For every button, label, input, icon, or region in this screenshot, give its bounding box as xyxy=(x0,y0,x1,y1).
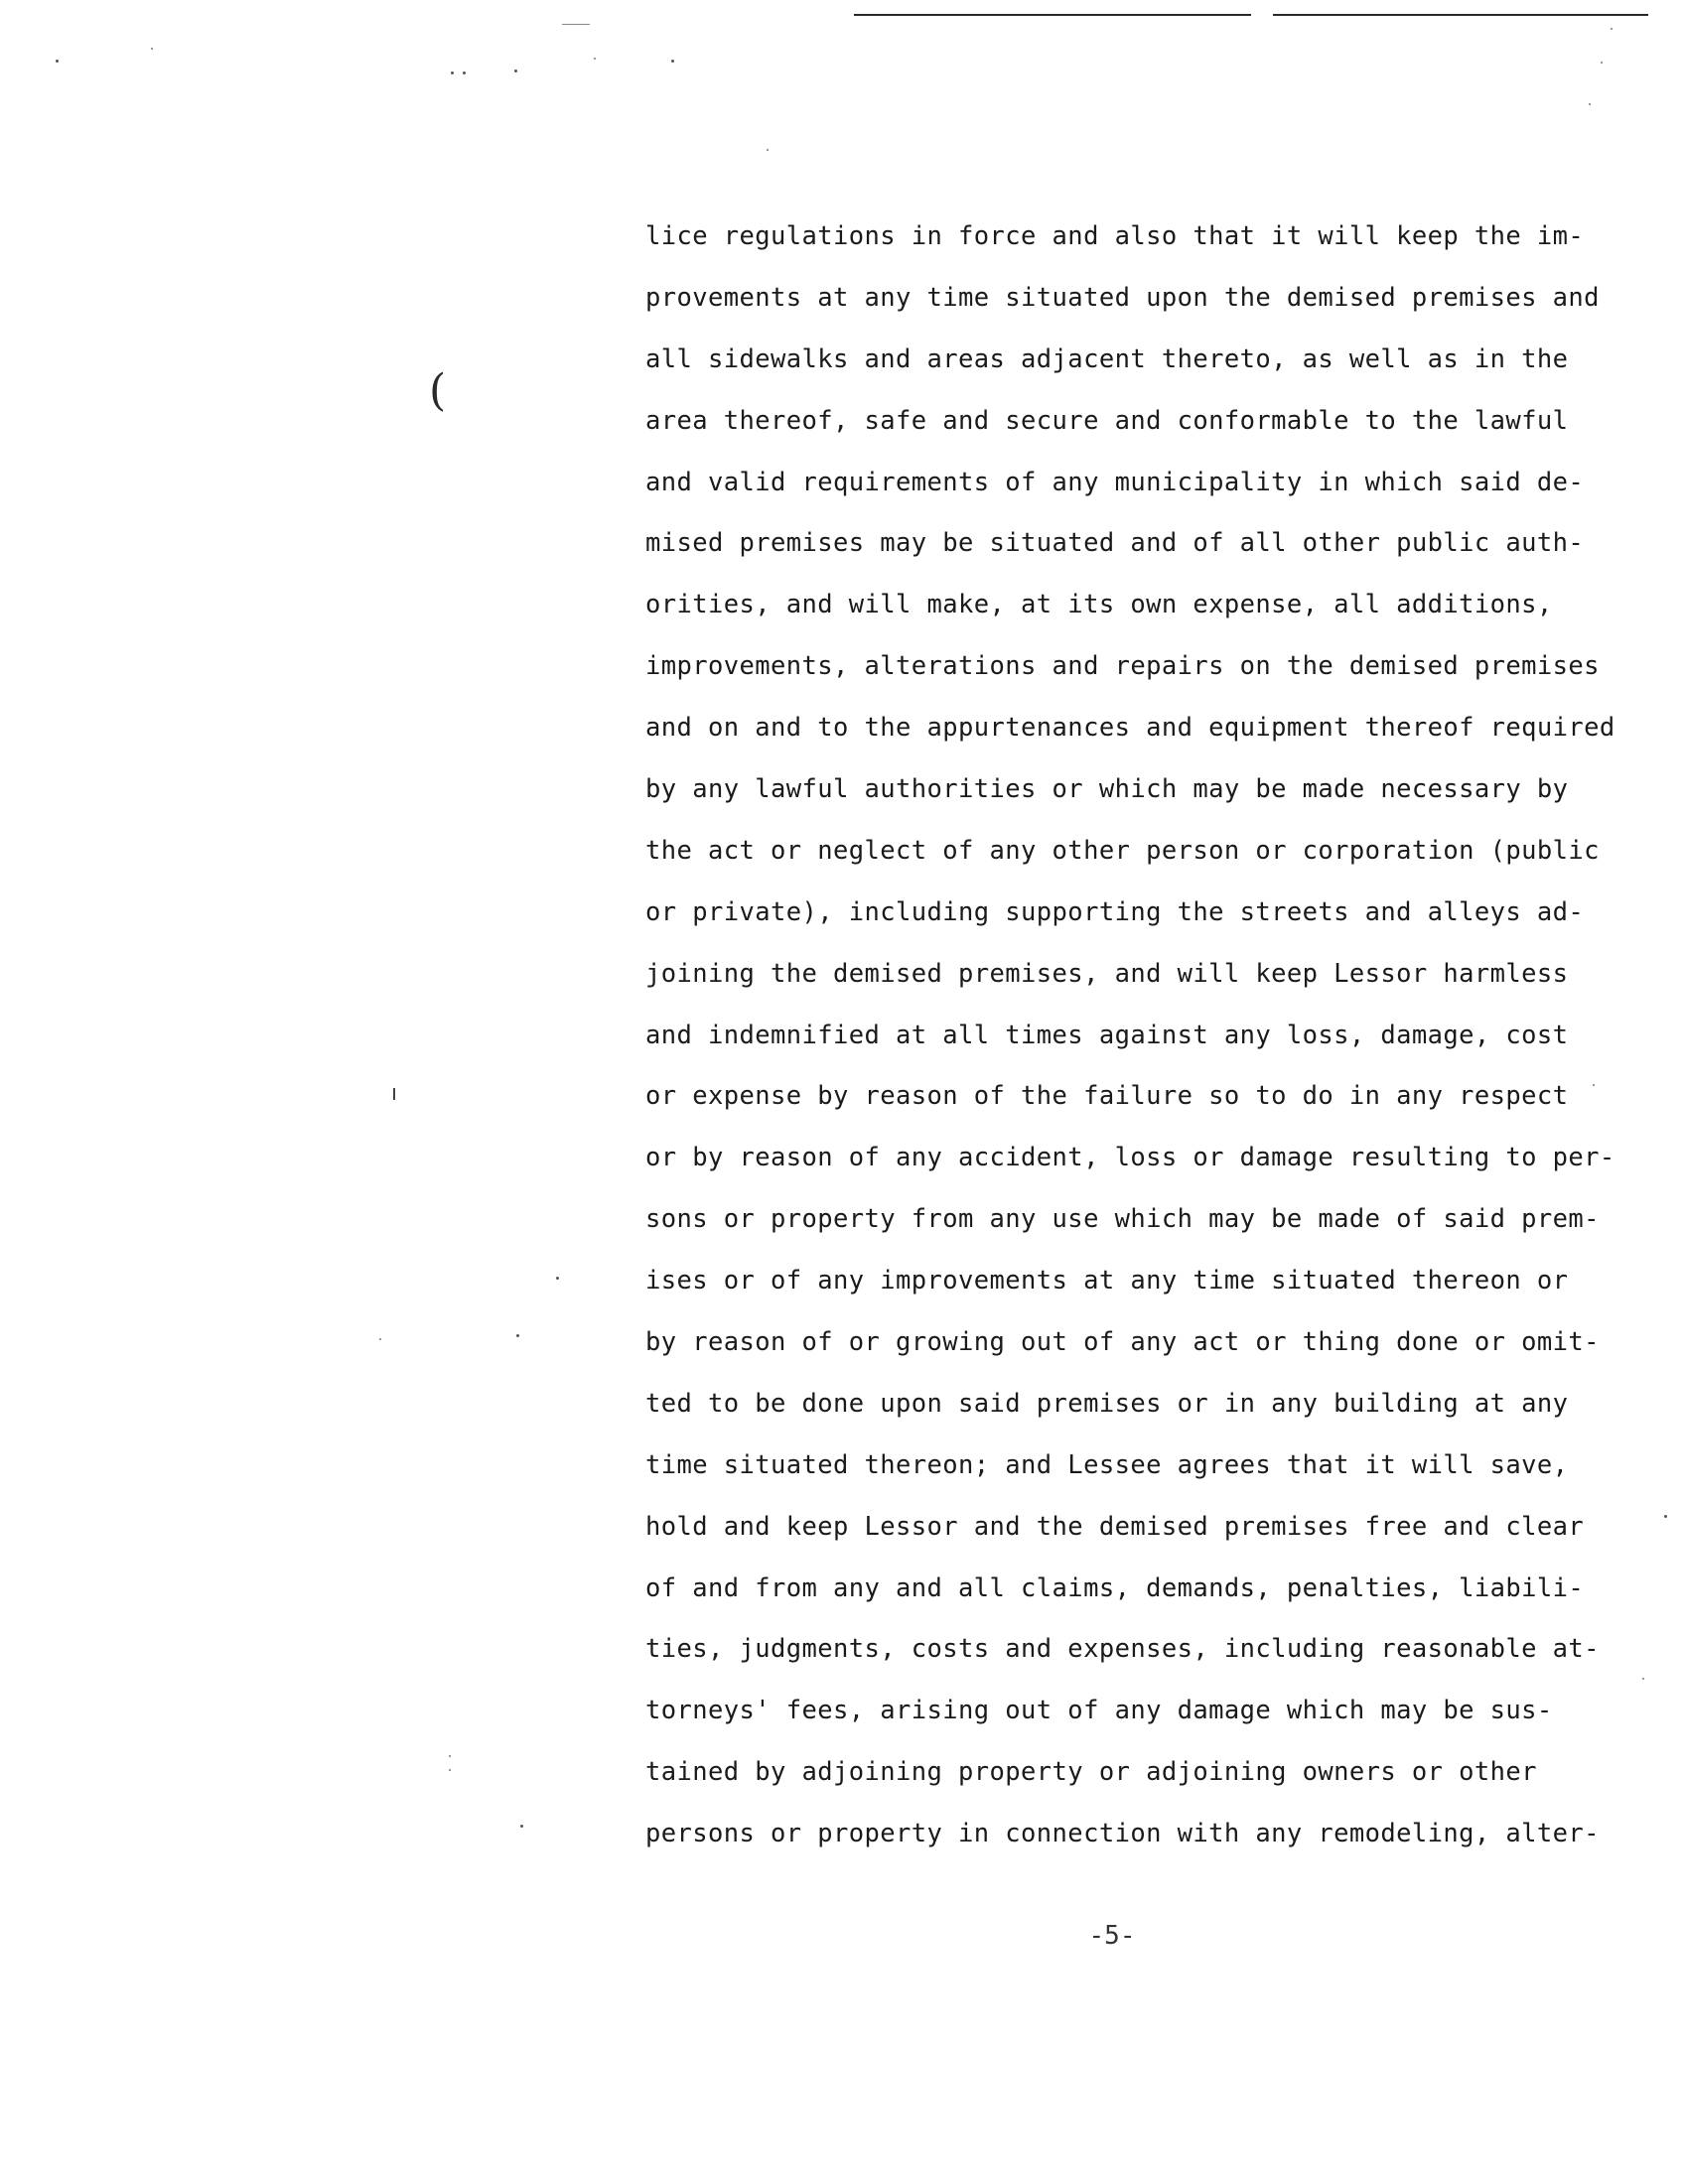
text-line: persons or property in connection with any remodeling, alter- xyxy=(645,1819,1600,1849)
scan-speck xyxy=(449,1755,451,1757)
scan-speck xyxy=(1611,28,1613,30)
scan-speck xyxy=(463,71,466,74)
text-line: ties, judgments, costs and expenses, including reasonable at- xyxy=(645,1634,1600,1665)
lease-body-text xyxy=(645,206,1678,1865)
text-line: sons or property from any use which may be made of said prem- xyxy=(645,1204,1600,1235)
text-line: by reason of or growing out of any act or thing done or omit- xyxy=(645,1327,1600,1358)
text-line: area thereof, safe and secure and conformable to the lawful xyxy=(645,405,1569,436)
text-line: lice regulations in force and also that it will keep the im- xyxy=(645,221,1585,251)
text-line: ises or of any improvements at any time situated thereon or xyxy=(645,1266,1569,1297)
page-number: -5- xyxy=(1088,1921,1136,1951)
text-line: or private), including supporting the streets and alleys ad- xyxy=(645,896,1585,927)
scan-tick xyxy=(393,1088,395,1100)
scan-speck xyxy=(451,71,454,74)
scan-speck xyxy=(516,1334,519,1337)
text-line: and indemnified at all times against any loss, damage, cost xyxy=(645,1020,1569,1050)
scan-speck xyxy=(1601,62,1603,64)
text-line: joining the demised premises, and will keep Lessor harmless xyxy=(645,958,1569,989)
text-line: tained by adjoining property or adjoining owners or other xyxy=(645,1757,1537,1788)
scan-speck xyxy=(56,60,59,63)
text-line: torneys' fees, arising out of any damage which may be sus- xyxy=(645,1696,1553,1726)
text-line: all sidewalks and areas adjacent thereto, as well as in the xyxy=(645,343,1569,374)
text-line: improvements, alterations and repairs on the demised premises xyxy=(645,651,1600,682)
scan-speck xyxy=(514,69,517,72)
scan-speck xyxy=(1589,103,1591,105)
scan-speck xyxy=(767,149,769,151)
scan-speck xyxy=(594,58,596,60)
text-line: and on and to the appurtenances and equipment thereof required xyxy=(645,713,1615,744)
text-line: orities, and will make, at its own expense, all additions, xyxy=(645,590,1553,620)
text-line: of and from any and all claims, demands, penalties, liabili- xyxy=(645,1572,1585,1603)
scan-speck xyxy=(671,60,674,63)
scan-speck xyxy=(379,1338,381,1340)
top-rule-right xyxy=(1273,14,1648,16)
text-line: by any lawful authorities or which may be made necessary by xyxy=(645,774,1569,805)
scan-speck xyxy=(151,48,153,50)
text-line: provements at any time situated upon the demised premises and xyxy=(645,282,1600,313)
top-rule-left xyxy=(854,14,1251,16)
margin-parenthesis: ( xyxy=(429,365,447,416)
top-rule-stub xyxy=(562,24,590,25)
text-line: the act or neglect of any other person or corporation (public xyxy=(645,835,1600,866)
text-line: and valid requirements of any municipality in which said de- xyxy=(645,467,1585,497)
text-line: or by reason of any accident, loss or damage resulting to per- xyxy=(645,1143,1615,1173)
scan-speck xyxy=(556,1277,559,1280)
text-line: time situated thereon; and Lessee agrees that it will save, xyxy=(645,1449,1569,1480)
text-line: ted to be done upon said premises or in any building at any xyxy=(645,1388,1569,1419)
text-line: mised premises may be situated and of all other public auth- xyxy=(645,528,1585,559)
scan-speck xyxy=(449,1769,451,1771)
text-line: hold and keep Lessor and the demised premises free and clear xyxy=(645,1511,1585,1542)
text-line: or expense by reason of the failure so to do in any respect xyxy=(645,1081,1569,1112)
scan-speck xyxy=(520,1825,523,1828)
